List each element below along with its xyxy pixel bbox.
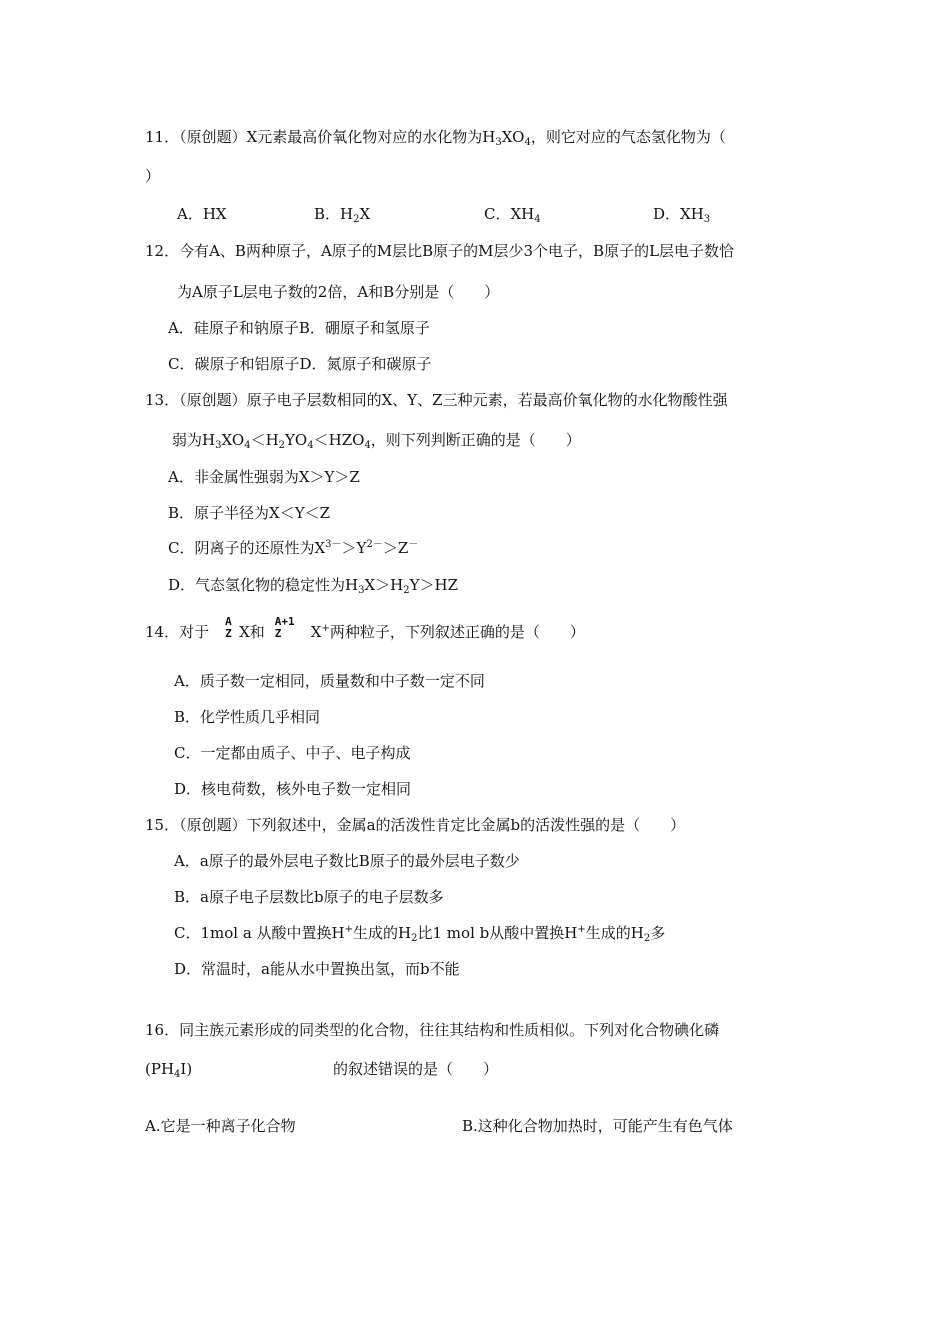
q14-option-c: C．一定都由质子、中子、电子构成 bbox=[174, 744, 411, 762]
q12-options-cd: C．碳原子和铝原子D．氮原子和碳原子 bbox=[168, 355, 432, 373]
q11-option-b: B．$H_2X$ bbox=[314, 205, 371, 225]
q13-option-a: A．非金属性强弱为X＞Y＞Z bbox=[168, 468, 360, 486]
q12-stem-cont: 为A原子L层电子数的2倍，A和B分别是（ ） bbox=[177, 283, 500, 301]
q16-stem: 16．同主族元素形成的同类型的化合物，往往其结构和性质相似。下列对化合物碘化磷 bbox=[145, 1021, 720, 1039]
nuclide-symbol-a-plus-1: A+1 Z bbox=[274, 615, 295, 640]
q15-option-c: C．1mol a 从酸中置换H+生成的$H_2$比1 mol b从酸中置换H+生成的$H_2$多 bbox=[174, 924, 666, 944]
q16-stem-cont: 的叙述错误的是（ ） bbox=[333, 1060, 499, 1078]
q13-option-d: D．气态氢化物的稳定性为$H_3X>H_2Y>HZ$ bbox=[168, 576, 459, 596]
q15-option-d: D．常温时，a能从水中置换出氢，而b不能 bbox=[174, 960, 460, 978]
q13-option-b: B．原子半径为X＜Y＜Z bbox=[168, 504, 331, 522]
q16-formula: $(PH_4I)$ bbox=[145, 1060, 193, 1080]
q14-stem: 14．对于 A Z X和 A+1 Z X+两种粒子，下列叙述正确的是（ ） bbox=[145, 615, 585, 641]
q12-options-ab: A．硅原子和钠原子B．硼原子和氢原子 bbox=[168, 319, 430, 337]
q11-option-a: A．HX bbox=[177, 205, 227, 223]
q15-option-b: B．a原子电子层数比b原子的电子层数多 bbox=[174, 888, 444, 906]
q11-stem: 11．（原创题）X元素最高价氧化物对应的水化物为$H_3XO_4$，则它对应的气态氢化物为（ bbox=[145, 128, 726, 148]
q14-option-b: B．化学性质几乎相同 bbox=[174, 708, 321, 726]
nuclide-symbol-a: A Z bbox=[225, 615, 232, 640]
q15-option-a: A．a原子的最外层电子数比B原子的最外层电子数少 bbox=[174, 852, 520, 870]
q11-stem-end: ） bbox=[145, 167, 161, 185]
q14-option-d: D．核电荷数，核外电子数一定相同 bbox=[174, 780, 412, 798]
q16-option-b: B.这种化合物加热时，可能产生有色气体 bbox=[462, 1117, 733, 1135]
q11-option-d: D．$XH_3$ bbox=[653, 205, 711, 225]
q16-option-a: A.它是一种离子化合物 bbox=[145, 1117, 296, 1135]
q14-option-a: A．质子数一定相同，质量数和中子数一定不同 bbox=[174, 672, 485, 690]
q13-stem-cont: 弱为$H_3XO_4<H_2YO_4<HZO_4$，则下列判断正确的是（ ） bbox=[172, 431, 581, 451]
q11-option-c: C．$XH_4$ bbox=[484, 205, 541, 225]
q13-option-c: C．阴离子的还原性为$X^{3-}>Y^{2-}>Z^-$ bbox=[168, 539, 419, 557]
q15-stem: 15．（原创题）下列叙述中，金属a的活泼性肯定比金属b的活泼性强的是（ ） bbox=[145, 816, 686, 834]
q13-stem: 13．（原创题）原子电子层数相同的X、Y、Z三种元素，若最高价氧化物的水化物酸性强 bbox=[145, 391, 728, 409]
q12-stem: 12．今有A、B两种原子，A原子的M层比B原子的M层少3个电子，B原子的L层电子数恰 bbox=[145, 242, 735, 260]
